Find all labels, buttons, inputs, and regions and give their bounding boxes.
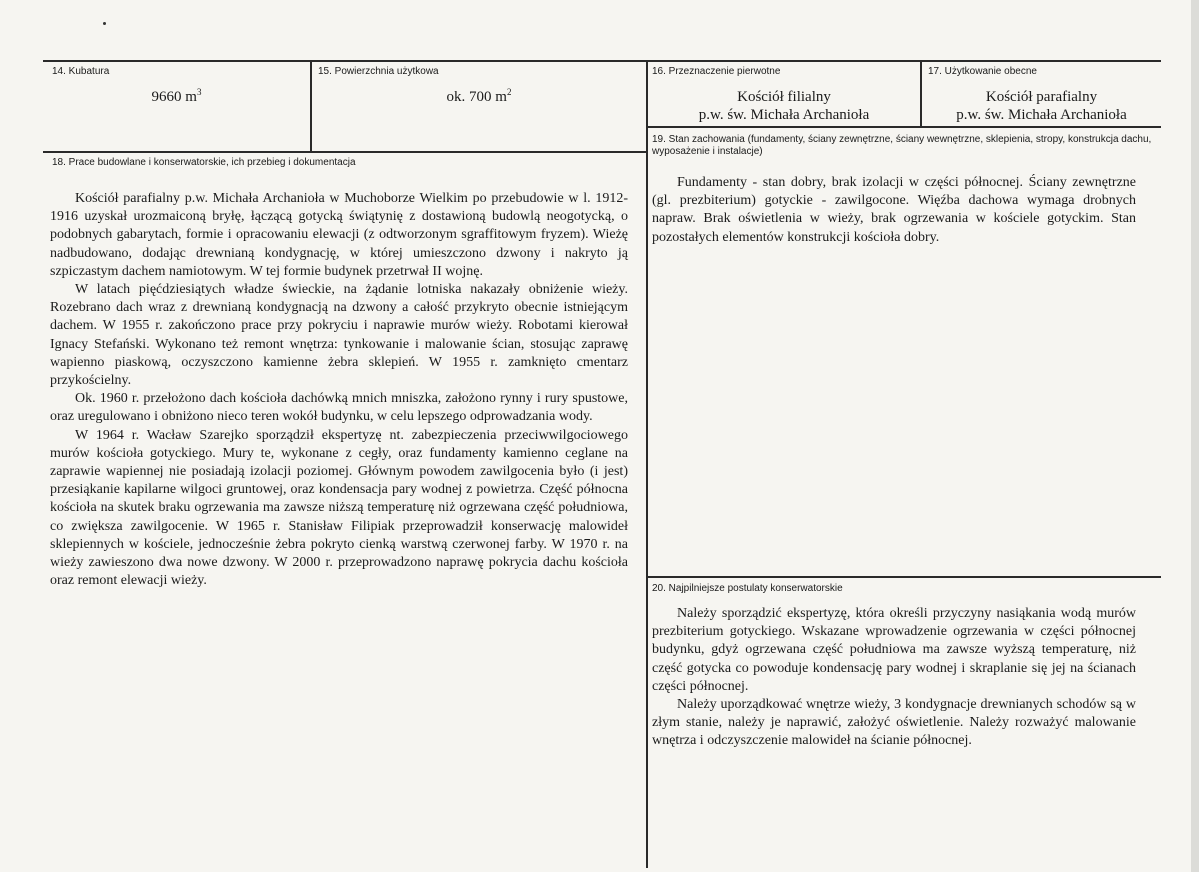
prace-text (50, 190, 628, 590)
powierzchnia-label: 15. Powierzchnia użytkowa (318, 66, 439, 77)
prace-paragraph: Ok. 1960 r. przełożono dach kościoła dachówką mnich mniszka, założono rynny i rury spustowe, oraz uregulowano i obniżono nieco teren wokół budynku, w celu lepszego odprowadzania wody. (50, 391, 628, 425)
prace-paragraph: Kościół parafialny p.w. Michała Archanioła w Muchoborze Wielkim po przebudowie w l. 1912-1916 uzyskał urozmaiconą bryłę, łączącą gotycką świątynię z dostawioną budowlą neogotycką, o podobnych gabarytach, formie i opracowaniu elewacji (z odtworzonym sgraffitowym fryzem). Wieżę nadbudowano, dodając drewnianą kondygnację, w której umieszczono dzwony i nakryto ją szpiczastym dachem namiotowym. W tej formie budynek przetrwał II wojnę. (50, 191, 628, 279)
kubatura-value: 9660 $m^3$ (151, 87, 202, 105)
rule-above-19 (646, 126, 1161, 128)
stan-zachowania-label: 19. Stan zachowania (fundamenty, ściany zewnętrzne, ściany wewnętrzne, sklepienia, stropy, konstrukcja dachu, wyposażenie i instalacje) (652, 134, 1152, 157)
postulaty-text (652, 605, 1136, 751)
przeznaczenie-line2: p.w. św. Michała Archanioła (698, 107, 870, 123)
top-rule (43, 60, 1161, 62)
stan-paragraph: Fundamenty - stan dobry, brak izolacji w części północnej. Ściany zewnętrzne (gl. prezbiterium) gotyckie - zawilgocone. Więźba dachowa wymaga drobnych napraw. Brak oświetlenia w wieży, brak ogrzewania w kościele gotyckim. Stan pozostałych elementów konstrukcji kościoła dobry. (652, 175, 1136, 245)
uzytkowanie-line1: Kościół parafialny (985, 89, 1098, 105)
prace-paragraph: W latach pięćdziesiątych władze świeckie, na żądanie lotniska nakazały obniżenie wieży. Rozebrano dach wraz z drewnianą kondygnacją na dzwony a całość przykryto obecnie istniejącym dachem. W 1955 r. zakończono prace przy pokryciu i naprawie murów wieży. Robotami kierował Ignacy Stefański. Wykonano też remont wnętrza: tynkowanie i malowanie ścian, stosując zaprawę wapienno piaskową, oczyszczono kamienne żebra sklepień. W 1955 r. zamknięto cmentarz przykościelny. (50, 282, 628, 389)
card-edge (1191, 0, 1199, 872)
przeznaczenie-label: 16. Przeznaczenie pierwotne (652, 66, 781, 77)
postulaty-label: 20. Najpilniejsze postulaty konserwatorskie (652, 583, 843, 594)
stan-zachowania-text (652, 174, 1136, 247)
prace-paragraph: W 1964 r. Wacław Szarejko sporządził ekspertyzę nt. zabezpieczenia przeciwwilgociowego murów kościoła gotyckiego. Mury te, wykonane z cegły, oraz fundamenty kamienno ceglane na zaprawie wapiennej nie posiadają izolacji poziomej. Głównym powodem zawilgocenia było (i jest) przesiąkanie kapilarne wilgoci gruntowej, oraz kondensacja pary wodnej z powietrza. Część północna kościoła na skutek braku ogrzewania ma zawsze niższą temperaturę niż ogrzewana część południowa, co zwiększa zawilgocenie. W 1965 r. Stanisław Filipiak przeprowadził konserwację malowideł sklepiennych w kościele, jednocześnie żebra pokryto cienką warstwą czerwonej farby. W 1970 r. na wieży zawieszono dwa nowe dzwony. W 2000 r. przeprowadzono naprawę pokrycia dachu kościoła oraz remont elewacji wieży. (50, 427, 628, 589)
rule-above-20 (646, 576, 1161, 578)
rule-above-18 (43, 151, 647, 153)
postulaty-paragraph: Należy uporządkować wnętrze wieży, 3 kondygnacje drewnianych schodów są w złym stanie, należy je naprawić, założyć oświetlenie. Należy rozważyć malowanie wnętrza i odczyszczenie malowideł na ścianie północnej. (652, 697, 1136, 749)
kubatura-label: 14. Kubatura (52, 66, 110, 77)
uzytkowanie-label: 17. Użytkowanie obecne (928, 66, 1037, 77)
punch-mark (103, 22, 106, 25)
uzytkowanie-line2: p.w. św. Michała Archanioła (956, 107, 1127, 123)
prace-label: 18. Prace budowlane i konserwatorskie, ich przebieg i dokumentacja (52, 157, 356, 168)
powierzchnia-value: ok. 700 $m^2$ (446, 87, 512, 105)
postulaty-paragraph: Należy sporządzić ekspertyzę, która określi przyczyny nasiąkania wodą murów prezbiterium gotyckiego. Wskazane wprowadzenie ogrzewania w części północnej budynku, gdyż ogrzewana część południowa ma zawsze wyższą temperaturę, niż część gotycka co powoduje kondensację pary wodnej i skraplanie się jej na ścianach części północnej. (652, 606, 1136, 694)
przeznaczenie-line1: Kościół filialny (737, 89, 831, 105)
divider-14-15 (310, 60, 312, 152)
center-divider (646, 60, 648, 868)
